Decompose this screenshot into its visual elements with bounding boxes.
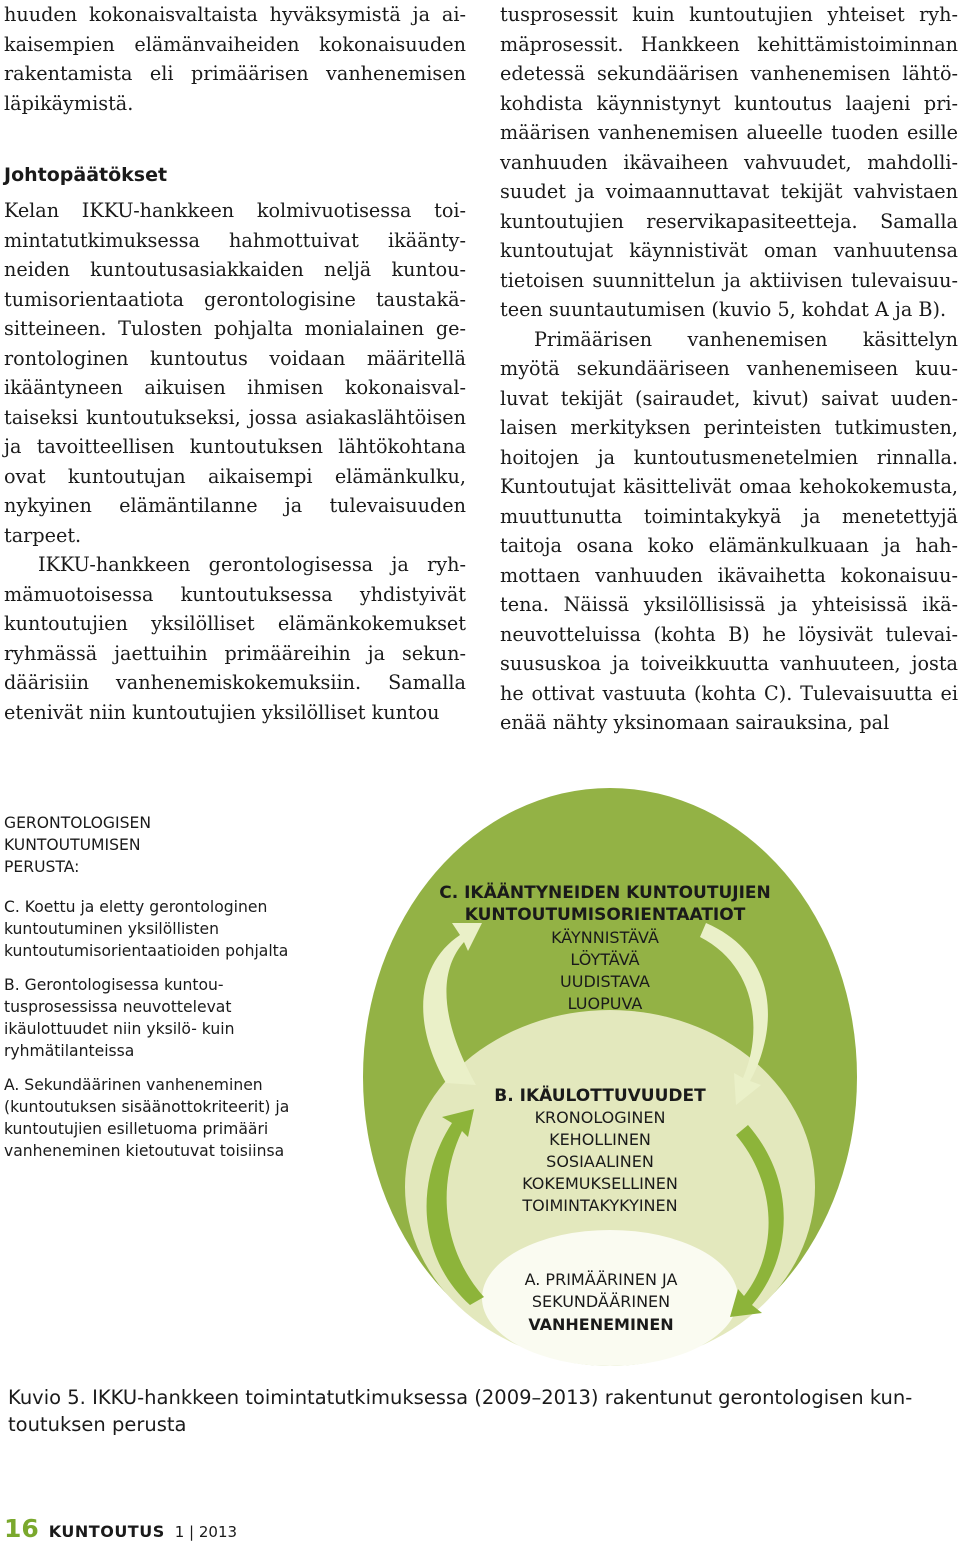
journal-issue: 1 | 2013 bbox=[174, 1523, 238, 1541]
b-title: B. IKÄULOTTUVUUDET bbox=[494, 1086, 706, 1106]
left-paragraph-1: huuden kokonaisvaltaista hyväksymistä ja aikaisempien elämänvaiheiden kokonaisuuden rakentamista eli primäärisen vanhenemisen läpikäymistä. bbox=[4, 3, 466, 115]
legend-title-line: KUNTOUTUMISEN bbox=[4, 836, 141, 854]
left-text-column bbox=[4, 0, 466, 727]
legend-item-a: A. Sekundäärinen vanheneminen (kuntoutuksen sisäänottokriteerit) ja kuntoutujien esilletuoma primääri vanheneminen kietoutuvat toisiinsa bbox=[4, 1076, 290, 1160]
c-item: UUDISTAVA bbox=[560, 972, 650, 991]
c-title-line-2: KUNTOUTUMISORIENTAATIOT bbox=[464, 905, 746, 925]
b-item: KEHOLLINEN bbox=[549, 1130, 651, 1149]
legend-item-c: C. Koettu ja eletty gerontologinen kuntoutuminen yksilöllisten kuntoutumisorientaatioiden pohjalta bbox=[4, 898, 289, 960]
left-paragraph-2: Kelan IKKU-hankkeen kolmivuotisessa toimintatutkimuksessa hahmottuivat ikääntyneiden kuntoutusasiakkaiden neljä kuntoutumisorientaatiota gerontologisine taustakäsitteineen. Tulosten pohjalta monialainen gerontologinen kuntoutus voidaan määritellä ikääntyneen aikuisen ihmisen kokonaisvaltaiseksi kuntoutukseksi, jossa asiakaslähtöisen ja tavoitteellisen kuntoutuksen lähtökohtana ovat kuntoutujan aikaisempi elämänkulku, nykyinen elämäntilanne ja tulevaisuuden tarpeet. bbox=[4, 199, 466, 547]
figure-legend bbox=[4, 812, 316, 1174]
b-item: TOIMINTAKYKYINEN bbox=[522, 1196, 678, 1215]
right-paragraph-1: tusprosessit kuin kuntoutujien yhteiset ryhmäprosessit. Hankkeen kehittämistoiminnan edetessä sekundäärisen vanhenemisen lähtökohdista käynnistynyt kuntoutus laajeni primäärisen vanhenemisen alueelle tuoden esille vanhuuden ikävaiheen vahvuudet, mahdollisuudet ja voimaannuttavat tekijät vahvistaen kuntoutujien reservikapasiteetteja. Samalla kuntoutujat käynnistivät oman vanhuutensa tietoisen suunnittelun ja aktiivisen tulevaisuuteen suuntautumisen (kuvio 5, kohdat A ja B). bbox=[500, 3, 958, 321]
left-paragraph-3: IKKU-hankkeen gerontologisessa ja ryhmämuotoisessa kuntoutuksessa yhdistyivät kuntoutujien yksilölliset elämänkokemukset ryhmässä jaettuihin primääreihin ja sekundäärisiin vanhenemiskokemuksiin. Samalla etenivät niin kuntoutujien yksilölliset kuntou bbox=[4, 553, 466, 724]
b-item: KRONOLOGINEN bbox=[534, 1108, 666, 1127]
page-number: 16 bbox=[4, 1514, 39, 1543]
figure-caption: Kuvio 5. IKKU-hankkeen toimintatutkimuksessa (2009–2013) rakentunut gerontologisen kuntoutuksen perusta bbox=[8, 1386, 913, 1436]
nested-circles-diagram bbox=[360, 785, 860, 1370]
a-line-2: SEKUNDÄÄRINEN bbox=[531, 1292, 671, 1311]
a-line-1: A. PRIMÄÄRINEN JA bbox=[524, 1270, 678, 1289]
legend-title-line: GERONTOLOGISEN bbox=[4, 814, 152, 832]
b-item: SOSIAALINEN bbox=[546, 1152, 654, 1171]
c-title-line-1: C. IKÄÄNTYNEIDEN KUNTOUTUJIEN bbox=[439, 883, 771, 903]
legend-item-b: B. Gerontologisessa kuntoutusprosessissa neuvottelevat ikäulottuudet niin yksilö- kuin ryhmätilanteissa bbox=[4, 976, 235, 1060]
legend-title-line: PERUSTA: bbox=[4, 858, 80, 876]
journal-name: KUNTOUTUS bbox=[48, 1522, 165, 1541]
c-item: LÖYTÄVÄ bbox=[570, 950, 640, 969]
b-item: KOKEMUKSELLINEN bbox=[522, 1174, 678, 1193]
c-item: KÄYNNISTÄVÄ bbox=[551, 928, 659, 947]
c-item: LUOPUVA bbox=[567, 994, 643, 1013]
legend-title bbox=[4, 812, 316, 878]
right-paragraph-2: Primäärisen vanhenemisen käsittelyn myötä sekundääriseen vanhenemiseen kuuluvat tekijät (sairaudet, kivut) saivat uudenlaisen merkityksen perinteisten tutkimusten, hoitojen ja kuntoutusmenetelmien rinnalla. Kuntoutujat käsittelivät omaa kehokokemusta, muuttunutta toimintakykyä ja menetettyjä taitoja osana koko elämänkulkuaan ja hahmottaen vanhuuden ikävaihetta kokonaisuutena. Näissä yksilöllisissä ja yhteisissä ikäneuvotteluissa (kohta B) he löysivät tulevaisuususkoa ja toiveikkuutta vanhuuteen, josta he ottivat vastuuta (kohta C). Tulevaisuutta ei enää nähty yksinomaan sairauksina, pal bbox=[500, 327, 958, 734]
right-text-column bbox=[500, 0, 958, 738]
a-line-3: VANHENEMINEN bbox=[528, 1315, 674, 1334]
section-heading: Johtopäätökset bbox=[4, 164, 168, 186]
page-footer bbox=[4, 1514, 237, 1543]
